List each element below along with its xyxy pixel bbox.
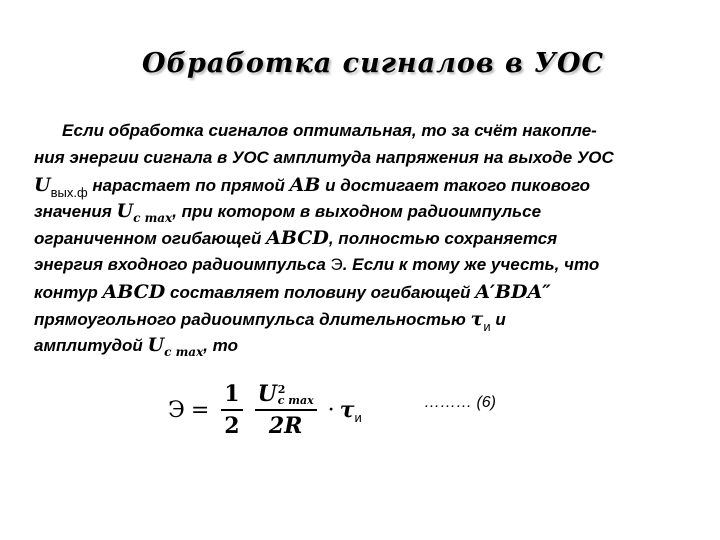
formula-dot: · xyxy=(327,397,335,423)
formula-u-power: 2 xyxy=(277,383,286,396)
subscript-pulse: и xyxy=(483,318,491,334)
symbol-abcd-2: ABCD xyxy=(102,280,166,303)
formula-equals: = xyxy=(190,397,210,423)
symbol-tau: τ xyxy=(470,307,484,330)
fraction-amplitude-numerator xyxy=(255,381,317,411)
fraction-half xyxy=(221,381,242,439)
symbol-u-cmax: U xyxy=(116,200,134,223)
paragraph-line-1: Если обработка сигналов оптимальная, то за счёт накопле- xyxy=(62,121,597,140)
paragraph-line-3: $U_{вых.ф}$ нарастает по прямой AB и достигает такого пикового xyxy=(34,173,591,200)
fraction-half-numerator: 1 xyxy=(221,381,242,411)
symbol-ab: AB xyxy=(289,173,321,196)
paragraph xyxy=(34,118,694,359)
paragraph-line-4: значения $U_{c max}$, при котором в выходном радиоимпульсе xyxy=(34,200,542,226)
formula-tau-subscript: и xyxy=(354,409,362,425)
subscript-out: вых.ф xyxy=(50,184,88,200)
subscript-cmax-2: c max xyxy=(164,345,204,360)
equation-number: ……… (6) xyxy=(424,394,496,411)
energy-formula xyxy=(168,378,362,442)
fraction-half-denominator: 2 xyxy=(224,413,240,439)
paragraph-line-9: амплитудой $U_{c max}$, то xyxy=(34,334,238,360)
symbol-abda: A′BDA″ xyxy=(475,280,551,303)
symbol-u-out: U xyxy=(34,173,51,196)
paragraph-line-7: контур ABCD составляет половину огибающей A′BDA″ xyxy=(34,280,551,303)
symbol-energy: Э xyxy=(330,254,343,274)
fraction-amplitude-denominator: 2R xyxy=(268,413,303,439)
paragraph-line-8: прямоугольного радиоимпульса длительностью $\tau_и$ и xyxy=(34,307,506,334)
formula-tau: τ xyxy=(339,397,355,423)
symbol-u-cmax-2: U xyxy=(147,334,165,357)
formula-lhs: Э xyxy=(168,397,185,423)
formula-u: U xyxy=(257,381,277,407)
formula-u-subscript: c max xyxy=(277,394,314,407)
paragraph-line-6: энергия входного радиоимпульса Э. Если к тому же учесть, что xyxy=(34,254,600,274)
paragraph-line-5: ограниченном огибающей ABCD, полностью сохраняется xyxy=(34,227,558,250)
slide-title: Обработка сигналов в УОС xyxy=(142,48,605,79)
symbol-abcd: ABCD xyxy=(266,227,329,250)
fraction-amplitude xyxy=(255,381,317,439)
subscript-cmax: c max xyxy=(133,211,173,226)
paragraph-line-2: ния энергии сигнала в УОС амплитуда напряжения на выходе УОС xyxy=(34,147,614,167)
